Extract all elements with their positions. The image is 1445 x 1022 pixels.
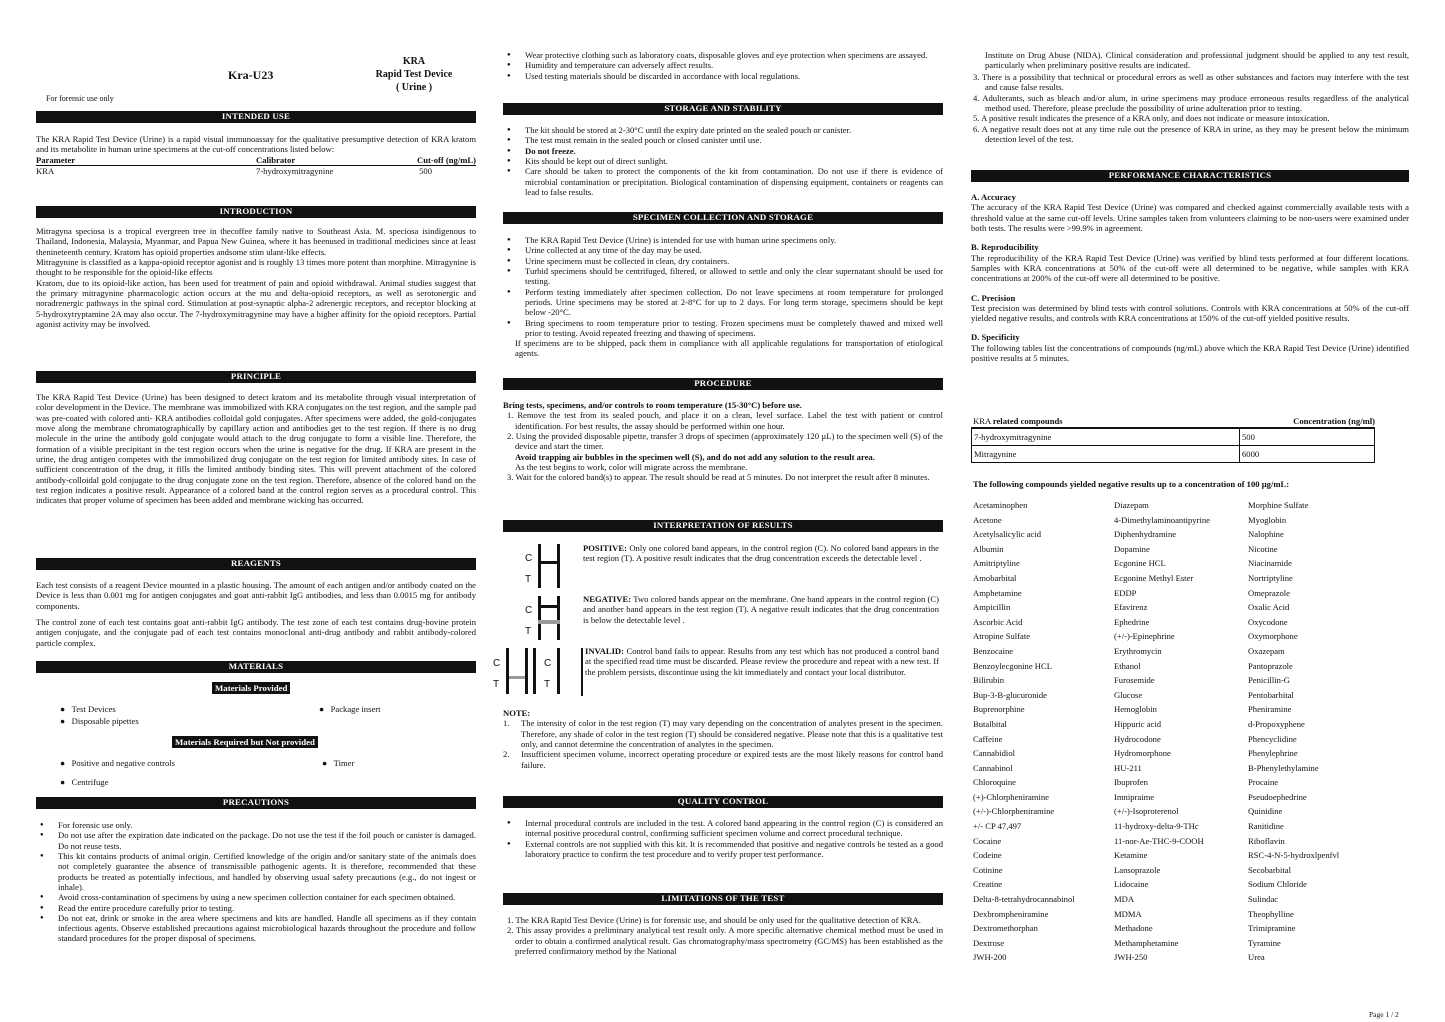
positive-label: POSITIVE: — [583, 543, 627, 553]
compound-name: Ibuprofen — [1114, 777, 1148, 788]
specimen-item: ● The KRA Rapid Test Device (Urine) is intended for use with human urine specimens only. — [525, 235, 943, 245]
materials-provided-heading: Materials Provided — [212, 682, 290, 694]
specimen-item: ● Perform testing immediately after specimen collection. Do not leave specimens at room temperature for prolonged periods. Urine specimens may be stored at 2-8°C for up to 2 days. For long term storage, specimens should be kept below -20°C. — [525, 287, 943, 318]
compound-name: Ampicillin — [973, 602, 1011, 613]
precaution-item: ● Avoid cross-contamination of specimens by using a new specimen collection container for each specimen obtained. — [58, 892, 476, 902]
cutoff-cell-value: 500 — [419, 165, 432, 176]
compound-name: Glucose — [1114, 689, 1143, 700]
principle-section — [36, 371, 476, 505]
compound-name: Ketamine — [1114, 850, 1148, 861]
introduction-heading: INTRODUCTION — [36, 206, 476, 218]
compound-name: JWH-250 — [1114, 952, 1148, 963]
cutoff-table — [36, 155, 476, 177]
invalid-divider — [581, 648, 583, 696]
control-label: C — [525, 553, 533, 564]
compound-name: Chloroquine — [973, 777, 1016, 788]
compound-name: Nalophine — [1248, 529, 1284, 540]
materials-required-item: ● Timer — [322, 758, 355, 768]
compound-name: (+)-Chlorpheniramine — [973, 791, 1049, 802]
compound-name: Lidocaine — [1114, 879, 1149, 890]
compound-name: Acetylsalicylic acid — [973, 529, 1042, 540]
limitation-item: 4. Adulterants, such as bleach and/or alum, in urine specimens may produce erroneous results regardless of the analytical method used. Therefore, please preclude the possibility of urine adulteration prior to testing. — [973, 92, 1409, 113]
limitation-continued: Institute on Drug Abuse (NIDA). Clinical consideration and professional judgment should be applied to any test result, particularly when preliminary positive results are indicated. — [985, 50, 1409, 71]
strip-edge — [506, 648, 509, 694]
procedure-step: 1. Remove the test from its sealed pouch, and place it on a clean, level surface. Label the test with patient or control identification. For best results, the assay should be performed within one hour. — [507, 410, 943, 431]
precautions-section — [36, 797, 476, 944]
reproducibility-heading: B. Reproducibility — [971, 242, 1039, 253]
compound-name: 11-nor-Ae-THC-9-COOH — [1114, 835, 1204, 846]
concentration-cell: 6000 — [1240, 446, 1375, 463]
compound-cell: Mitragynine — [972, 446, 1240, 463]
note-number: 2. — [503, 749, 510, 760]
compound-name: Niacinamide — [1248, 558, 1292, 569]
table-row — [972, 446, 1375, 463]
introduction-paragraph: Mitragyna speciosa is a tropical evergreen tree in thecoffee family native to Southeast Asia. M. speciosa isindigenous to Thailand, Indonesia, Malaysia, Myanmar, and Papua New Guinea, where it has beenused in traditional medicines since at least thenineteenth century. Kratom has opioid properties andsome stim ulant-like effects. — [36, 226, 476, 257]
test-label: T — [525, 574, 532, 585]
compound-name: Myoglobin — [1248, 514, 1287, 525]
compound-name: +/- CP 47,497 — [973, 821, 1022, 832]
materials-provided-item: ● Package insert — [319, 704, 381, 714]
test-label: T — [493, 679, 500, 690]
reagents-heading: REAGENTS — [36, 558, 476, 570]
related-compounds-label: related compounds — [992, 416, 1063, 426]
precision-text: Test precision was determined by blind tests with control solutions. Controls with KRA concentrations at 50% of the cut-off yielded negative results, and controls with KRA concentrations at 150% of the cut-off yielded positive results. — [971, 302, 1409, 324]
compound-name: MDMA — [1114, 908, 1142, 919]
compound-name: MDA — [1114, 894, 1135, 905]
strip-edge — [538, 596, 541, 640]
compound-name: Ephedrine — [1114, 616, 1150, 627]
control-band — [538, 605, 560, 608]
compound-name: RSC-4-N-5-hydroxlpenfvl — [1248, 850, 1340, 861]
compound-name: Methamphetamine — [1114, 937, 1179, 948]
compound-name: Atropine Sulfate — [973, 631, 1031, 642]
compound-name: Bilirubin — [973, 675, 1005, 686]
specificity-heading: D. Specificity — [971, 332, 1020, 343]
related-compounds-rows — [971, 428, 1375, 463]
compound-cell: 7-hydroxymitragynine — [972, 429, 1240, 446]
compound-name: EDDP — [1114, 587, 1137, 598]
strip-edge — [557, 596, 560, 640]
invalid-description — [585, 646, 939, 677]
cutoff-header-parameter: Parameter — [36, 155, 256, 166]
compound-name: Amphetamine — [973, 587, 1022, 598]
compound-name: Hydromorphone — [1114, 748, 1171, 759]
compound-name: Hydrocodone — [1114, 733, 1161, 744]
compound-name: Penicillin-G — [1248, 675, 1291, 686]
specimen-section — [503, 212, 943, 359]
intended-use-section — [36, 111, 476, 176]
compound-name: Caffeine — [973, 733, 1003, 744]
procedure-step: 2. Using the provided disposable pipette, transfer 3 drops of specimen (approximately 120 µL) to the specimen well (S) of the device and start the timer. — [507, 430, 943, 452]
compound-name: Phenylephrine — [1248, 748, 1298, 759]
compound-name: Omeprazole — [1248, 587, 1290, 598]
procedure-section — [503, 378, 943, 483]
principle-text: The KRA Rapid Test Device (Urine) has been designed to detect kratom and its metabolite through visual interpretation of color development in the Device. The membrane was immobilized with KRA conjugates on the test region, and the sample pad was pre-coated with colored anti- KRA antibodies colloidal gold conjugates. After specimens were added, the gold-conjugates move along the membrane chromatographically by capillary action and antibodies get to the test region. If there is no drug molecule in the urine the antibody gold conjugate would attach to the drug conjugate to form a visible line. Therefore, the formation of a visible precipitant in the test region occurs when the urine is negative for the drug. If KRA are present in the urine, the drug antigen competes with the immobilized drug conjugate on the test region for limited antibody sites. In case of sufficient concentration of the drug, it fills the limited antibody binding sites. This will prevent attachment of the colored antibody-colloidal gold conjugate to the drug conjugate zone on the test region. Therefore, absence of the colored band on the test region indicates a positive result. Appearance of a colored band at the control region serves as a procedural control. This indicates that proper volume of specimen has been added and membrane wicking has occurred. — [36, 392, 476, 506]
quality-list — [503, 818, 943, 859]
precaution-item: ● Wear protective clothing such as laboratory coats, disposable gloves and eye protection when specimens are assayed. — [525, 50, 943, 60]
interpretation-heading: INTERPRETATION OF RESULTS — [503, 520, 943, 532]
specimen-shipping: If specimens are to be shipped, pack them in compliance with all applicable regulations for transportation of etiological agents. — [515, 338, 943, 359]
table-row — [972, 429, 1375, 446]
compound-name: Trimipramine — [1248, 923, 1296, 934]
materials-required-item: ● Positive and negative controls — [60, 758, 175, 768]
materials-section — [36, 661, 476, 791]
test-band — [509, 676, 525, 679]
compound-name: Delta-8-tetrahydrocannabinol — [973, 894, 1075, 905]
compound-name: Benzoylecgonine HCL — [973, 660, 1052, 671]
introduction-paragraph: Kratom, due to its opioid-like action, has been used for treatment of pain and opioid withdrawal. Animal studies suggest that the primary mitragynine pharmacologic action occurs at the mu and delta-opioid receptors, as well as serotonergic and noradrenergic pathways in the spinal cord. Stimulation at post-synaptic alpha-2 adrenergic receptors, and receptor blocking at 5-hydroxytryptamine 2A may also occur. The 7-hydroxymitragynine may have a higher affinity for the opioid receptors. Partial agonist activity may be involved. — [36, 277, 476, 329]
cutoff-header-cutoff: Cut-off (ng/mL) — [396, 155, 476, 166]
concentration-header: Concentration (ng/ml) — [1293, 416, 1375, 426]
compound-name: Codeine — [973, 850, 1002, 861]
compound-name: Hemoglobin — [1114, 704, 1157, 715]
quality-section — [503, 796, 943, 859]
compound-name: 11-hydroxy-delta-9-THc — [1114, 821, 1199, 832]
strip-edge — [557, 544, 560, 588]
precaution-item: ● Humidity and temperature can adversely affect results. — [525, 60, 943, 70]
precaution-item: ● This kit contains products of animal origin. Certified knowledge of the origin and/or sanitary state of the animals does not completely guarantee the absence of transmissible pathogenic agents. It is therefore, recommended that these products be treated as potentially infectious, and handled by observing usual safety precautions (e.g., do not ingest or inhale). — [58, 851, 476, 892]
specimen-item: ● Urine specimens must be collected in clean, dry containers. — [525, 256, 943, 266]
materials-provided-item: ● Test Devices — [60, 704, 116, 714]
compound-name: Pseudoephedrine — [1248, 791, 1307, 802]
accuracy-heading: A. Accuracy — [971, 192, 1016, 202]
compound-name: Oxazepam — [1248, 645, 1285, 656]
compound-name: Cotinine — [973, 864, 1003, 875]
limitation-item: 6. A negative result does not at any time rule out the presence of KRA in urine, as they may be present below the minimum detection level of the test. — [973, 123, 1409, 144]
compound-name: Cannabinol — [973, 762, 1013, 773]
compound-name: Ascorbic Acid — [973, 616, 1023, 627]
compound-name: Ranitidine — [1248, 821, 1284, 832]
strip-edge — [557, 648, 560, 694]
limitations-section — [503, 893, 943, 956]
reagents-section — [36, 558, 476, 648]
introduction-paragraph: Mitragynine is classified as a kappa-opioid receptor agonist and is roughly 13 times more potent than morphine. Mitragynine is thought to be responsible for the opioid-like effects — [36, 256, 476, 278]
invalid-label: INVALID: — [585, 646, 624, 656]
quality-item: ● External controls are not supplied with this kit. It is recommended that positive and negative controls be tested as a good laboratory practice to confirm the test procedure and to verify proper test performance. — [525, 839, 943, 860]
note-heading: NOTE: — [503, 708, 531, 718]
procedure-heading: PROCEDURE — [503, 378, 943, 390]
procedure-step: 3. Wait for the colored band(s) to appear. The result should be read at 5 minutes. Do not interpret the result after 8 minutes. — [507, 472, 930, 483]
compound-name: (+/-)-Epinephrine — [1114, 631, 1175, 642]
storage-item: ● Do not freeze. — [525, 146, 943, 156]
note-section — [503, 708, 943, 770]
precision-heading: C. Precision — [971, 292, 1016, 303]
related-compounds-title — [973, 416, 1063, 426]
materials-provided-label: Test Devices — [71, 704, 116, 714]
product-name — [359, 55, 469, 94]
compound-name: (+/-)-Chlorpheniramine — [973, 806, 1055, 817]
product-code: Kra-U23 — [228, 68, 274, 82]
precautions-heading: PRECAUTIONS — [36, 797, 476, 809]
compound-name: Pheniramine — [1248, 704, 1292, 715]
compound-name: (+/-)-Isoproterenol — [1114, 806, 1179, 817]
cutoff-cell-calibrator: 7-hydroxymitragynine — [256, 165, 334, 176]
storage-item: ● Care should be taken to protect the components of the kit from contamination. Do not use if there is evidence of microbial contamination or precipitation. Biological contamination of dispensing equipment, containers or reagents can lead to false results. — [525, 166, 943, 197]
compound-name: Dextrose — [973, 937, 1005, 948]
product-line-3: ( Urine ) — [395, 82, 433, 93]
materials-heading: MATERIALS — [36, 661, 476, 673]
invalid-text: Control band fails to appear. Results from any test which has not produced a control band at the specified read time must be discarded. Please review the procedure and repeat with a new test. If the problem persists, discontinue using the kit immediately and contact your local distributor. — [585, 646, 939, 677]
reagents-paragraph: The control zone of each test contains goat anti-rabbit IgG antibody. The test zone of each test contains drug-bovine protein antigen conjugate, and the conjugate pad of each test contains monoclonal anti-drug antibody and rabbit antibody-colored particle complex. — [36, 616, 476, 648]
procedure-note: As the test begins to work, color will migrate across the membrane. — [515, 461, 748, 472]
compound-name: Ecgonine Methyl Ester — [1114, 572, 1194, 583]
materials-provided-item: ● Disposable pipettes — [60, 716, 139, 726]
compound-name: Secobarbital — [1248, 864, 1291, 875]
related-compounds-header — [971, 415, 1375, 428]
compound-name: JWH-200 — [973, 952, 1007, 963]
storage-section — [503, 103, 943, 197]
storage-item: ● The kit should be stored at 2-30°C until the expiry date printed on the sealed pouch or canister. — [525, 125, 943, 135]
compound-name: Theophylline — [1248, 908, 1294, 919]
compound-name: Erythromycin — [1114, 645, 1162, 656]
test-band — [538, 620, 560, 624]
page-number: Page 1 / 2 — [1369, 1010, 1399, 1019]
compound-name: Nortriptyline — [1248, 572, 1293, 583]
compound-name: Pentobarbital — [1248, 689, 1294, 700]
materials-required-item: ● Centrifuge — [60, 777, 109, 787]
compound-name: Sulindac — [1248, 894, 1279, 905]
compound-name: Riboflavin — [1248, 835, 1285, 846]
compound-name: Quinidine — [1248, 806, 1283, 817]
invalid-strip-diagram — [533, 648, 569, 694]
storage-item: ● Kits should be kept out of direct sunlight. — [525, 156, 943, 166]
compound-name: Dopamine — [1114, 543, 1150, 554]
intended-use-text: The KRA Rapid Test Device (Urine) is a rapid visual immunoassay for the qualitative presumptive detection of KRA kratom and its metabolite in human urine specimens at the cut-off concentrations listed below: — [36, 134, 476, 155]
compound-name: Pantoprazole — [1248, 660, 1293, 671]
storage-heading: STORAGE AND STABILITY — [503, 103, 943, 115]
specificity-text: The following tables list the concentrations of compounds (ng/mL) above which the KRA Rapid Test Device (Urine) identified positive results at 5 minutes. — [971, 342, 1409, 364]
test-label: T — [544, 679, 551, 690]
related-compounds-prefix: KRA — [973, 416, 993, 426]
compound-name: Acetaminophen — [973, 500, 1028, 510]
reagents-paragraph: Each test consists of a reagent Device mounted in a plastic housing. The amount of each antigen and/or antibody coated on the Device is less than 0.001 mg for antigen conjugates and goat anti-rabbit IgG antibodies, and less than 0.0015 mg for antibody components. — [36, 580, 476, 611]
precaution-item: ● Do not eat, drink or smoke in the area where specimens and kits are handled. Handle all specimens as if they contain infectious agents. Observe established precautions against microbiological hazards throughout the procedure and follow standard procedures for the proper disposal of specimens. — [58, 913, 476, 944]
accuracy-text: The accuracy of the KRA Rapid Test Device (Urine) was compared and checked against commercially available tests with a threshold value at the same cut-off levels. Urine samples taken from volunteers claiming to be non-users were examined under both tests. The results were >99.9% in agreement. — [971, 202, 1409, 233]
cutoff-cell-parameter: KRA — [36, 165, 55, 176]
compound-name: Procaine — [1248, 777, 1279, 788]
performance-heading: PERFORMANCE CHARACTERISTICS — [971, 170, 1409, 182]
compound-name: B-Phenylethylamine — [1248, 762, 1319, 773]
compound-name: Furosemide — [1114, 675, 1155, 686]
strip-edge — [525, 648, 528, 694]
compound-name: Imnipraime — [1114, 791, 1155, 802]
intended-use-heading: INTENDED USE — [36, 111, 476, 123]
compound-name: Lansoprazole — [1114, 864, 1161, 875]
compound-name: Tyramine — [1248, 937, 1281, 948]
compound-name: Oxymorphone — [1248, 631, 1298, 642]
precaution-item: ● For forensic use only. — [58, 820, 476, 830]
compound-name: Ecgonine HCL — [1114, 558, 1166, 569]
concentration-cell: 500 — [1240, 429, 1375, 446]
precaution-item: ● Do not use after the expiration date indicated on the package. Do not use the test if the foil pouch or canister is damaged. Do not reuse tests. — [58, 830, 476, 851]
compound-name: Sodium Chloride — [1248, 879, 1307, 890]
note-number: 1. — [503, 718, 510, 729]
compound-name: HU-211 — [1114, 762, 1142, 773]
precautions-continued-list — [503, 50, 943, 81]
control-label: C — [544, 658, 552, 669]
compound-name: Dexbrompheniramine — [973, 908, 1049, 919]
materials-provided-label: Package insert — [330, 704, 381, 714]
compound-name: Morphine Sulfate — [1248, 500, 1309, 510]
compound-name: Dextromethorphan — [973, 923, 1038, 934]
negative-strip-diagram — [525, 596, 561, 640]
compound-name: d-Propoxyphene — [1248, 718, 1305, 729]
product-line-2: Rapid Test Device — [375, 69, 453, 80]
performance-section — [971, 170, 1409, 363]
principle-heading: PRINCIPLE — [36, 371, 476, 383]
compound-name: 4-Dimethylaminoantipyrine — [1114, 514, 1210, 525]
limitation-item: 1. The KRA Rapid Test Device (Urine) is for forensic use, and should be only used for the qualitative detection of KRA. — [507, 915, 921, 925]
negative-text: Two colored bands appear on the membrane. One band appears in the control region (C) and another band appears in the test region (T). A negative result indicates that the drug concentration is below the detectable level . — [583, 594, 939, 625]
compound-name: Butalbital — [973, 718, 1007, 729]
note-text: The intensity of color in the test region (T) may vary depending on the concentration of analytes present in the specimen. Therefore, any shade of color in the test region (T) should be considered negative. Please note that this is a qualitative test only, and cannot determine the concentration of analytes in the specimen. — [521, 718, 943, 749]
compound-name: Oxalic Acid — [1248, 602, 1290, 613]
invalid-strip-diagram — [493, 648, 529, 694]
specimen-heading: SPECIMEN COLLECTION AND STORAGE — [503, 212, 943, 224]
specimen-item: ● Urine collected at any time of the day may be used. — [525, 245, 943, 255]
compound-name: Amitriptyline — [973, 558, 1020, 569]
specimen-item: ● Turbid specimens should be centrifuged, filtered, or allowed to settle and only the clear supernatant should be used for testing. — [525, 266, 943, 287]
reproducibility-text: The reproducibility of the KRA Rapid Test Device (Urine) was verified by blind tests performed at four different locations. Samples with KRA concentrations at 50% of the cut-off were all determined to be negative, while samples with KRA concentrations at 200% of the cut-off were all determined to be positive. — [971, 252, 1409, 284]
compound-name: Bup-3-B-glucuronide — [973, 689, 1047, 700]
limitations-heading: LIMITATIONS OF THE TEST — [503, 893, 943, 905]
strip-edge — [538, 544, 541, 588]
note-item — [503, 749, 943, 770]
compound-name: Benzocaine — [973, 645, 1014, 656]
compound-name: Nicotine — [1248, 543, 1278, 554]
compound-name: Diphenhydramine — [1114, 529, 1177, 540]
test-label: T — [525, 626, 532, 637]
compound-name: Creatine — [973, 879, 1003, 890]
forensic-note: For forensic use only — [46, 94, 114, 103]
control-label: C — [525, 605, 533, 616]
cutoff-header-calibrator: Calibrator — [256, 155, 396, 166]
limitation-item: 2. This assay provides a preliminary analytical test result only. A more specific alternative chemical method must be used in order to obtain a confirmed analytical result. Gas chromatography/mass spectrometry (GC/MS) has been established as the preferred confirmatory method by the National — [507, 925, 943, 956]
limitation-item: 3. There is a possibility that technical or procedural errors as well as other substances and factors may interfere with the test and cause false results. — [973, 72, 1409, 93]
specimen-list — [503, 235, 943, 338]
compound-name: Methadone — [1114, 923, 1153, 934]
positive-text: Only one colored band appears, in the control region (C). No colored band appears in the test region (T). A positive result indicates that the drug concentration exceeds the detectable level . — [583, 543, 939, 564]
specimen-item: ● Bring specimens to room temperature prior to testing. Frozen specimens must be completely thawed and mixed well prior to testing. Avoid repeated freezing and thawing of specimens. — [525, 318, 943, 339]
compound-name: Cannabidiol — [973, 748, 1016, 759]
quality-heading: QUALITY CONTROL — [503, 796, 943, 808]
negative-description — [583, 594, 939, 625]
related-compounds-table — [971, 415, 1409, 463]
control-label: C — [493, 658, 501, 669]
positive-strip-diagram — [525, 544, 561, 588]
quality-item: ● Internal procedural controls are included in the test. A colored band appearing in the control region (C) is considered an internal positive procedural control, confirming sufficient specimen volume and correct procedural technique. — [525, 818, 943, 839]
positive-description — [583, 543, 939, 564]
compound-name: Acetone — [973, 514, 1002, 525]
materials-required-label: Positive and negative controls — [71, 758, 175, 768]
procedure-intro: Bring tests, specimens, and/or controls to room temperature (15-30°C) before use. — [503, 400, 802, 410]
compound-name: Efavirenz — [1114, 602, 1148, 613]
compound-name: Diazepam — [1114, 500, 1149, 510]
compound-name: Ethanol — [1114, 660, 1141, 671]
negative-compounds-grid — [973, 498, 1408, 965]
compound-name: Oxycodone — [1248, 616, 1288, 627]
storage-list — [503, 125, 943, 197]
limitation-item: 5. A positive result indicates the presence of a KRA only, and does not indicate or measure intoxication. — [973, 113, 1330, 124]
materials-required-heading: Materials Required but Not provided — [172, 736, 318, 748]
materials-required-label: Centrifuge — [71, 777, 109, 787]
compound-name: Amobarbital — [973, 572, 1017, 583]
interpretation-section — [493, 520, 943, 700]
negative-compounds-title: The following compounds yielded negative results up to a concentration of 100 µg/mL: — [973, 479, 1290, 489]
compound-name: Albumin — [973, 543, 1004, 554]
strip-edge — [533, 648, 536, 694]
compound-name: Cocaine — [973, 835, 1002, 846]
materials-required-label: Timer — [333, 758, 355, 768]
introduction-section — [36, 206, 476, 329]
precaution-item: ● Used testing materials should be discarded in accordance with local regulations. — [525, 71, 943, 81]
procedure-warning: Avoid trapping air bubbles in the specimen well (S), and do not add any solution to the result area. — [515, 451, 875, 462]
note-text: Insufficient specimen volume, incorrect operating procedure or expired tests are the most likely reasons for control band failure. — [521, 749, 943, 770]
compound-name: Phencyclidine — [1248, 733, 1297, 744]
limitations-continued-list — [971, 72, 1409, 144]
product-line-1: KRA — [402, 56, 426, 67]
precaution-item: ● Read the entire procedure carefully prior to testing. — [58, 903, 476, 913]
storage-item: ● The test must remain in the sealed pouch or closed canister until use. — [525, 135, 943, 145]
note-item — [503, 718, 943, 749]
control-band — [538, 561, 560, 564]
negative-label: NEGATIVE: — [583, 594, 632, 604]
compound-name: Hippuric acid — [1114, 718, 1162, 729]
compound-name: Urea — [1248, 952, 1265, 963]
materials-provided-label: Disposable pipettes — [71, 716, 139, 726]
precautions-list — [36, 820, 476, 944]
compound-name: Buprenorphine — [973, 704, 1025, 715]
